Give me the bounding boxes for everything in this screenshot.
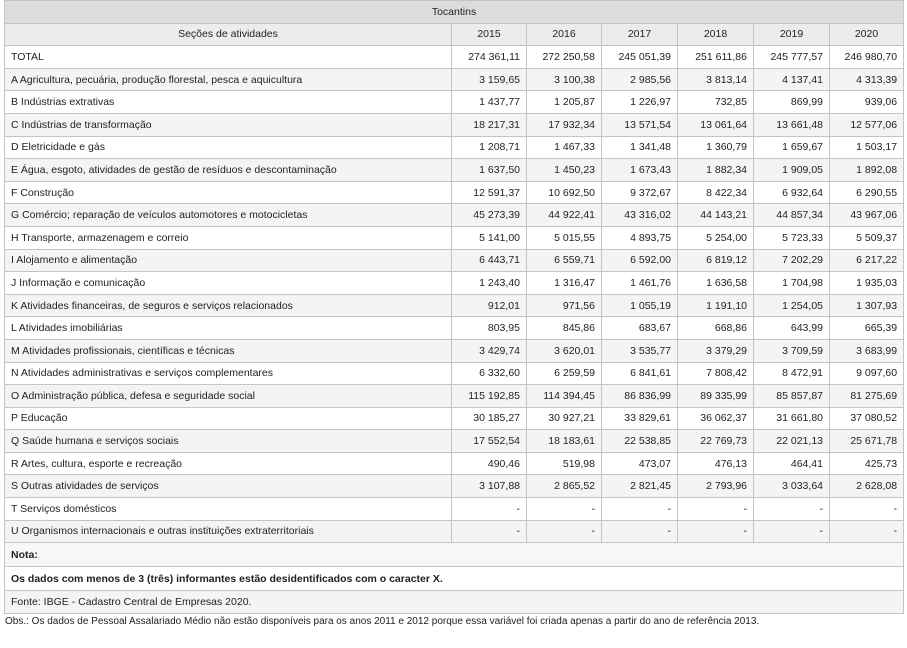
row-value: 668,86 [678,317,754,340]
row-value: 1 243,40 [452,272,527,295]
row-value: - [678,520,754,543]
row-value: 6 217,22 [830,249,904,272]
table-row [5,204,904,227]
row-value: 1 316,47 [527,272,602,295]
row-value: 43 316,02 [602,204,678,227]
row-value: 1 704,98 [754,272,830,295]
row-label: N Atividades administrativas e serviços complementares [5,362,452,385]
row-label: I Alojamento e alimentação [5,249,452,272]
row-value: 3 813,14 [678,68,754,91]
row-value: - [452,520,527,543]
column-header-year: 2020 [830,23,904,46]
row-value: 9 097,60 [830,362,904,385]
row-value: 971,56 [527,294,602,317]
column-header-year: 2016 [527,23,602,46]
row-value: 2 985,56 [602,68,678,91]
row-value: - [527,520,602,543]
total-value: 245 777,57 [754,46,830,69]
row-value: 1 503,17 [830,136,904,159]
row-value: 13 571,54 [602,113,678,136]
row-value: 1 055,19 [602,294,678,317]
row-value: 845,86 [527,317,602,340]
row-value: 1 450,23 [527,159,602,182]
table-row [5,498,904,521]
row-value: 30 185,27 [452,407,527,430]
table-row [5,91,904,114]
row-value: - [754,498,830,521]
row-value: - [602,498,678,521]
row-label: C Indústrias de transformação [5,113,452,136]
total-value: 251 611,86 [678,46,754,69]
table-row [5,362,904,385]
row-value: 10 692,50 [527,181,602,204]
row-value: 1 935,03 [830,272,904,295]
row-value: 1 892,08 [830,159,904,182]
row-value: - [678,498,754,521]
data-table [4,0,904,614]
row-value: 7 808,42 [678,362,754,385]
row-label: T Serviços domésticos [5,498,452,521]
total-value: 274 361,11 [452,46,527,69]
region-title: Tocantins [5,1,904,24]
row-value: 473,07 [602,452,678,475]
row-value: 3 683,99 [830,339,904,362]
row-value: 1 467,33 [527,136,602,159]
row-value: 464,41 [754,452,830,475]
row-value: 939,06 [830,91,904,114]
column-header-year: 2019 [754,23,830,46]
table-container [4,0,903,627]
row-value: 8 422,34 [678,181,754,204]
row-value: 1 341,48 [602,136,678,159]
table-row [5,475,904,498]
row-value: 33 829,61 [602,407,678,430]
row-value: 1 226,97 [602,91,678,114]
note-text-row [5,567,904,591]
row-value: 4 313,39 [830,68,904,91]
row-label: D Eletricidade e gás [5,136,452,159]
row-value: 1 307,93 [830,294,904,317]
row-value: 13 061,64 [678,113,754,136]
row-value: 115 192,85 [452,385,527,408]
row-value: 12 591,37 [452,181,527,204]
row-label: E Água, esgoto, atividades de gestão de resíduos e descontaminação [5,159,452,182]
table-row [5,226,904,249]
row-value: 13 661,48 [754,113,830,136]
row-value: 37 080,52 [830,407,904,430]
column-header-year: 2018 [678,23,754,46]
row-value: 3 620,01 [527,339,602,362]
row-value: 1 636,58 [678,272,754,295]
row-label: M Atividades profissionais, científicas e técnicas [5,339,452,362]
row-value: 6 932,64 [754,181,830,204]
table-row [5,294,904,317]
row-value: 4 893,75 [602,226,678,249]
row-value: 803,95 [452,317,527,340]
row-value: 3 535,77 [602,339,678,362]
row-value: 1 437,77 [452,91,527,114]
row-value: 869,99 [754,91,830,114]
row-value: 6 559,71 [527,249,602,272]
row-value: 6 332,60 [452,362,527,385]
row-value: 1 659,67 [754,136,830,159]
table-row [5,385,904,408]
row-value: 5 015,55 [527,226,602,249]
row-label: G Comércio; reparação de veículos automotores e motocicletas [5,204,452,227]
row-value: 85 857,87 [754,385,830,408]
row-value: 3 379,29 [678,339,754,362]
row-value: 44 143,21 [678,204,754,227]
header-row [5,23,904,46]
row-label: R Artes, cultura, esporte e recreação [5,452,452,475]
row-value: 2 793,96 [678,475,754,498]
row-value: 490,46 [452,452,527,475]
row-value: 3 159,65 [452,68,527,91]
row-value: 36 062,37 [678,407,754,430]
row-value: 25 671,78 [830,430,904,453]
row-label: Q Saúde humana e serviços sociais [5,430,452,453]
row-value: 1 461,76 [602,272,678,295]
row-value: 683,67 [602,317,678,340]
row-value: 2 628,08 [830,475,904,498]
row-value: 6 443,71 [452,249,527,272]
row-value: 6 259,59 [527,362,602,385]
row-value: 3 033,64 [754,475,830,498]
row-value: 89 335,99 [678,385,754,408]
table-row [5,317,904,340]
row-value: 476,13 [678,452,754,475]
row-value: 22 769,73 [678,430,754,453]
row-label: L Atividades imobiliárias [5,317,452,340]
row-value: 665,39 [830,317,904,340]
row-value: 6 592,00 [602,249,678,272]
row-value: 30 927,21 [527,407,602,430]
row-value: 7 202,29 [754,249,830,272]
row-value: 44 922,41 [527,204,602,227]
row-value: 17 932,34 [527,113,602,136]
row-value: 1 254,05 [754,294,830,317]
note-row [5,543,904,567]
row-value: 2 865,52 [527,475,602,498]
table-row [5,272,904,295]
row-label: S Outras atividades de serviços [5,475,452,498]
source-text: Fonte: IBGE - Cadastro Central de Empresas 2020. [5,591,904,614]
row-value: 425,73 [830,452,904,475]
row-value: 5 723,33 [754,226,830,249]
total-label: TOTAL [5,46,452,69]
row-value: 43 967,06 [830,204,904,227]
source-row [5,591,904,614]
table-row [5,113,904,136]
row-value: - [602,520,678,543]
row-value: 1 673,43 [602,159,678,182]
row-value: 5 254,00 [678,226,754,249]
row-value: 643,99 [754,317,830,340]
row-label: A Agricultura, pecuária, produção florestal, pesca e aquicultura [5,68,452,91]
obs-footnote: Obs.: Os dados de Pessoal Assalariado Médio não estão disponíveis para os anos 2011 e 2012 porque essa variável foi criada apenas a partir do ano de referência 2013. [5,616,760,628]
row-value: - [830,498,904,521]
row-value: 44 857,34 [754,204,830,227]
row-value: 9 372,67 [602,181,678,204]
total-value: 272 250,58 [527,46,602,69]
table-row [5,181,904,204]
row-value: 1 208,71 [452,136,527,159]
row-label: P Educação [5,407,452,430]
table-row [5,68,904,91]
row-value: 8 472,91 [754,362,830,385]
row-value: - [830,520,904,543]
row-value: 5 141,00 [452,226,527,249]
row-value: 3 709,59 [754,339,830,362]
row-value: 18 183,61 [527,430,602,453]
row-value: 22 538,85 [602,430,678,453]
row-value: - [754,520,830,543]
row-value: 4 137,41 [754,68,830,91]
row-value: 12 577,06 [830,113,904,136]
note-label: Nota: [5,543,904,567]
table-row [5,339,904,362]
row-value: 1 882,34 [678,159,754,182]
row-value: 3 100,38 [527,68,602,91]
row-value: 22 021,13 [754,430,830,453]
row-label: K Atividades financeiras, de seguros e serviços relacionados [5,294,452,317]
column-header-sections: Seções de atividades [5,23,452,46]
row-value: 1 909,05 [754,159,830,182]
row-value: 86 836,99 [602,385,678,408]
row-value: 2 821,45 [602,475,678,498]
row-label: H Transporte, armazenagem e correio [5,226,452,249]
row-label: B Indústrias extrativas [5,91,452,114]
table-row [5,520,904,543]
row-value: 1 637,50 [452,159,527,182]
total-value: 245 051,39 [602,46,678,69]
row-value: 6 841,61 [602,362,678,385]
column-header-year: 2017 [602,23,678,46]
table-row [5,452,904,475]
row-value: 3 107,88 [452,475,527,498]
row-value: 5 509,37 [830,226,904,249]
row-value: 519,98 [527,452,602,475]
row-value: 732,85 [678,91,754,114]
total-value: 246 980,70 [830,46,904,69]
row-value: 1 191,10 [678,294,754,317]
row-value: 912,01 [452,294,527,317]
row-label: J Informação e comunicação [5,272,452,295]
row-label: F Construção [5,181,452,204]
table-row [5,407,904,430]
table-row [5,136,904,159]
row-value: 1 205,87 [527,91,602,114]
row-value: 17 552,54 [452,430,527,453]
table-row [5,249,904,272]
row-value: 81 275,69 [830,385,904,408]
column-header-year: 2015 [452,23,527,46]
row-value: 45 273,39 [452,204,527,227]
row-value: 6 290,55 [830,181,904,204]
row-value: 6 819,12 [678,249,754,272]
row-value: 3 429,74 [452,339,527,362]
row-value: 114 394,45 [527,385,602,408]
table-row [5,430,904,453]
row-value: 1 360,79 [678,136,754,159]
total-row [5,46,904,69]
row-label: O Administração pública, defesa e seguridade social [5,385,452,408]
row-value: 31 661,80 [754,407,830,430]
row-label: U Organismos internacionais e outras instituições extraterritoriais [5,520,452,543]
row-value: - [527,498,602,521]
table-row [5,159,904,182]
row-value: - [452,498,527,521]
note-text: Os dados com menos de 3 (três) informantes estão desidentificados com o caracter X. [5,567,904,591]
row-value: 18 217,31 [452,113,527,136]
